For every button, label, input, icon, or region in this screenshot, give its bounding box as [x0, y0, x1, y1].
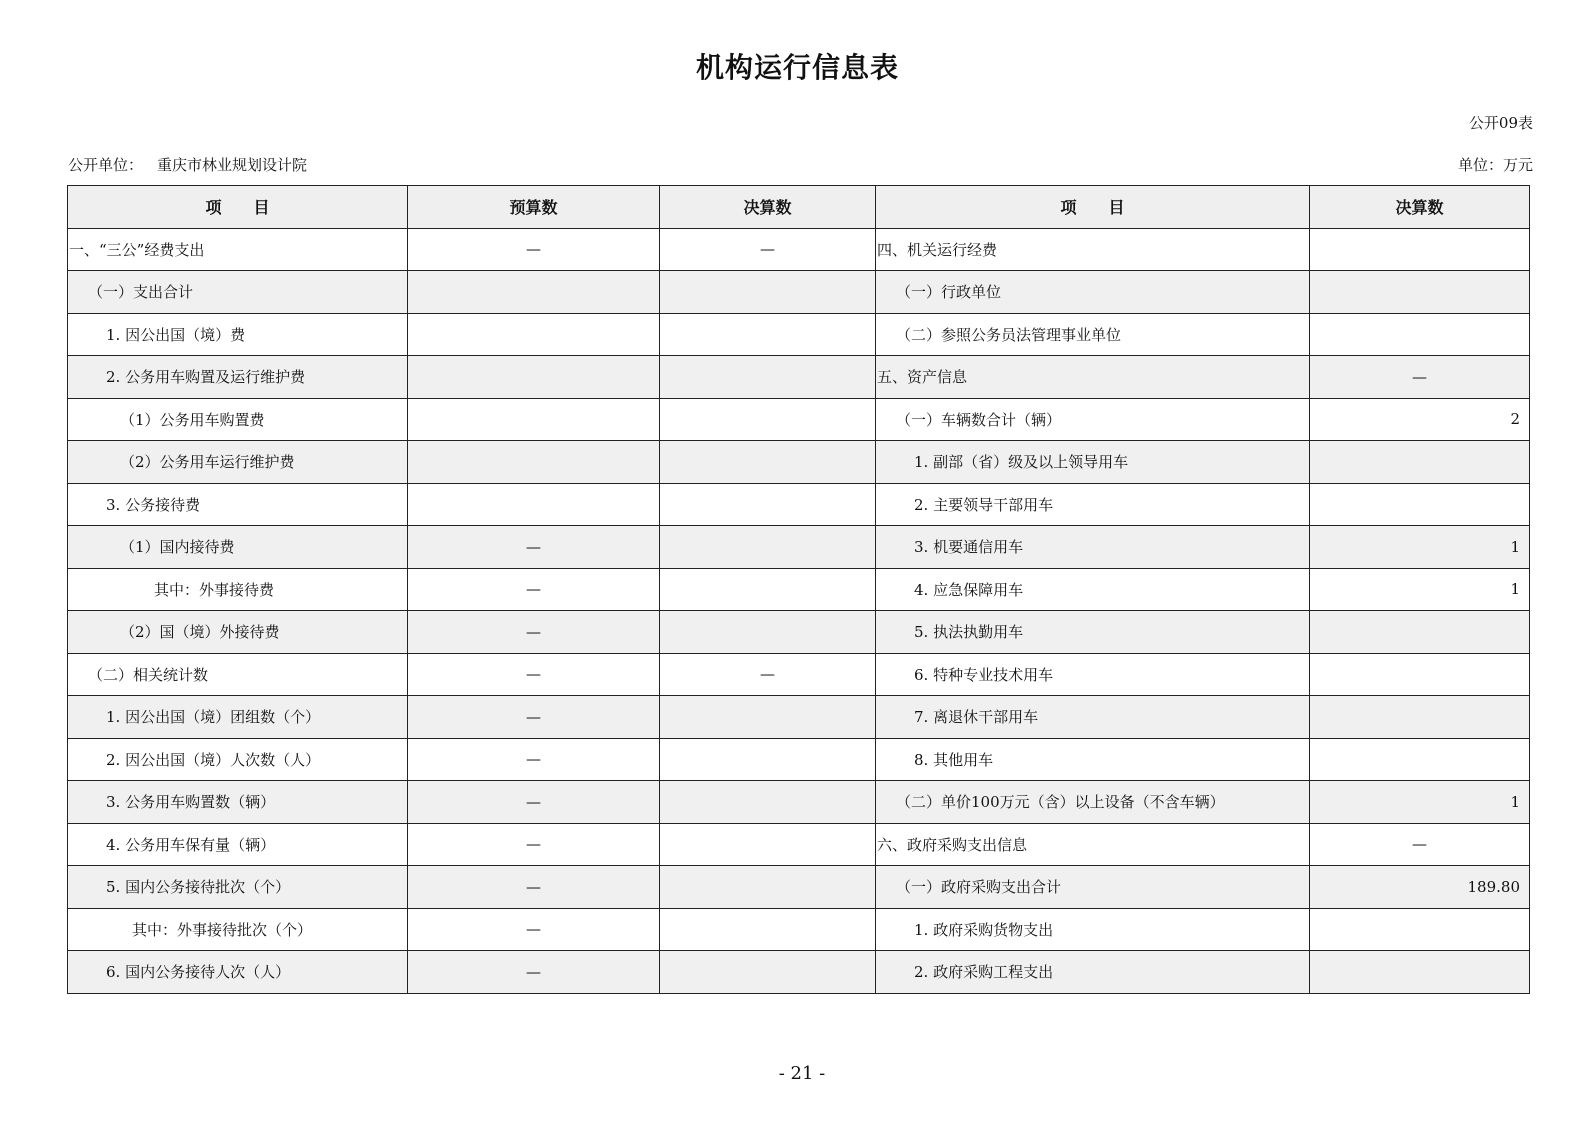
budget-cell	[408, 271, 660, 314]
final-cell	[660, 781, 876, 824]
info-table	[67, 185, 1530, 994]
publishing-unit-name: 重庆市林业规划设计院	[157, 156, 308, 174]
left-item: 4. 公务用车保有量（辆）	[68, 823, 408, 866]
final-cell	[660, 398, 876, 441]
final-cell	[660, 441, 876, 484]
page-number: - 21 -	[778, 1063, 826, 1084]
budget-cell	[408, 483, 660, 526]
budget-cell	[408, 313, 660, 356]
header-left-item: 项 目	[68, 186, 408, 229]
table-row	[68, 738, 1530, 781]
table-row	[68, 611, 1530, 654]
right-item: 5. 执法执勤用车	[876, 611, 1310, 654]
budget-cell: —	[408, 781, 660, 824]
table-row	[68, 908, 1530, 951]
table-row	[68, 441, 1530, 484]
budget-cell: —	[408, 611, 660, 654]
right-item: 1. 副部（省）级及以上领导用车	[876, 441, 1310, 484]
right-item: 六、政府采购支出信息	[876, 823, 1310, 866]
left-item: 一、“三公”经费支出	[68, 228, 408, 271]
right-item: （二）单价100万元（含）以上设备（不含车辆）	[876, 781, 1310, 824]
left-item: （1）国内接待费	[68, 526, 408, 569]
budget-cell: —	[408, 526, 660, 569]
table-row	[68, 696, 1530, 739]
table-row	[68, 356, 1530, 399]
value-cell: 189.80	[1310, 866, 1530, 909]
left-item: 3. 公务用车购置数（辆）	[68, 781, 408, 824]
table-row	[68, 866, 1530, 909]
budget-cell: —	[408, 951, 660, 994]
right-item: 6. 特种专业技术用车	[876, 653, 1310, 696]
table-row	[68, 271, 1530, 314]
right-item: 2. 主要领导干部用车	[876, 483, 1310, 526]
table-number: 公开09表	[1468, 114, 1533, 132]
budget-cell: —	[408, 738, 660, 781]
right-item: 2. 政府采购工程支出	[876, 951, 1310, 994]
value-cell	[1310, 228, 1530, 271]
final-cell: —	[660, 653, 876, 696]
publishing-unit	[68, 154, 307, 175]
final-cell	[660, 356, 876, 399]
final-cell	[660, 823, 876, 866]
table-header-row	[68, 186, 1530, 229]
left-item: 6. 国内公务接待人次（人）	[68, 951, 408, 994]
money-unit: 单位：万元	[1457, 156, 1533, 174]
table-row	[68, 653, 1530, 696]
budget-cell: —	[408, 568, 660, 611]
table-row	[68, 313, 1530, 356]
right-item: 四、机关运行经费	[876, 228, 1310, 271]
final-cell	[660, 313, 876, 356]
budget-cell: —	[408, 866, 660, 909]
table-row	[68, 228, 1530, 271]
right-item: 五、资产信息	[876, 356, 1310, 399]
final-cell	[660, 271, 876, 314]
value-cell: —	[1310, 823, 1530, 866]
budget-cell	[408, 398, 660, 441]
value-cell	[1310, 441, 1530, 484]
final-cell	[660, 568, 876, 611]
value-cell	[1310, 271, 1530, 314]
final-cell	[660, 951, 876, 994]
right-item: 7. 离退休干部用车	[876, 696, 1310, 739]
value-cell	[1310, 653, 1530, 696]
budget-cell	[408, 356, 660, 399]
right-item: 3. 机要通信用车	[876, 526, 1310, 569]
left-item: （2）国（境）外接待费	[68, 611, 408, 654]
value-cell: 1	[1310, 526, 1530, 569]
right-item: 4. 应急保障用车	[876, 568, 1310, 611]
final-cell	[660, 866, 876, 909]
left-item: （二）相关统计数	[68, 653, 408, 696]
value-cell	[1310, 951, 1530, 994]
value-cell	[1310, 313, 1530, 356]
budget-cell: —	[408, 696, 660, 739]
final-cell	[660, 611, 876, 654]
right-item: （一）行政单位	[876, 271, 1310, 314]
left-item: 5. 国内公务接待批次（个）	[68, 866, 408, 909]
right-item: （一）车辆数合计（辆）	[876, 398, 1310, 441]
budget-cell	[408, 441, 660, 484]
budget-cell: —	[408, 228, 660, 271]
left-item: 3. 公务接待费	[68, 483, 408, 526]
left-item: 2. 因公出国（境）人次数（人）	[68, 738, 408, 781]
final-cell	[660, 908, 876, 951]
value-cell: 1	[1310, 568, 1530, 611]
budget-cell: —	[408, 823, 660, 866]
header-right-item: 项 目	[876, 186, 1310, 229]
final-cell	[660, 738, 876, 781]
table-row	[68, 568, 1530, 611]
value-cell	[1310, 908, 1530, 951]
final-cell	[660, 483, 876, 526]
left-item: 其中：外事接待批次（个）	[68, 908, 408, 951]
value-cell: —	[1310, 356, 1530, 399]
left-item: 2. 公务用车购置及运行维护费	[68, 356, 408, 399]
value-cell: 2	[1310, 398, 1530, 441]
left-item: （1）公务用车购置费	[68, 398, 408, 441]
budget-cell: —	[408, 653, 660, 696]
left-item: 1. 因公出国（境）费	[68, 313, 408, 356]
table-row	[68, 781, 1530, 824]
right-item: （一）政府采购支出合计	[876, 866, 1310, 909]
table-row	[68, 823, 1530, 866]
header-final-right: 决算数	[1310, 186, 1530, 229]
page-title: 机构运行信息表	[695, 51, 899, 84]
table-row	[68, 398, 1530, 441]
header-budget: 预算数	[408, 186, 660, 229]
value-cell	[1310, 738, 1530, 781]
right-item: 8. 其他用车	[876, 738, 1310, 781]
left-item: （一）支出合计	[68, 271, 408, 314]
value-cell	[1310, 611, 1530, 654]
value-cell	[1310, 483, 1530, 526]
table-row	[68, 951, 1530, 994]
table-row	[68, 526, 1530, 569]
final-cell: —	[660, 228, 876, 271]
table-row	[68, 483, 1530, 526]
left-item: 其中：外事接待费	[68, 568, 408, 611]
final-cell	[660, 696, 876, 739]
right-item: （二）参照公务员法管理事业单位	[876, 313, 1310, 356]
value-cell	[1310, 696, 1530, 739]
left-item: 1. 因公出国（境）团组数（个）	[68, 696, 408, 739]
right-item: 1. 政府采购货物支出	[876, 908, 1310, 951]
value-cell: 1	[1310, 781, 1530, 824]
left-item: （2）公务用车运行维护费	[68, 441, 408, 484]
header-final-left: 决算数	[660, 186, 876, 229]
publishing-unit-label: 公开单位：	[68, 156, 144, 174]
final-cell	[660, 526, 876, 569]
budget-cell: —	[408, 908, 660, 951]
